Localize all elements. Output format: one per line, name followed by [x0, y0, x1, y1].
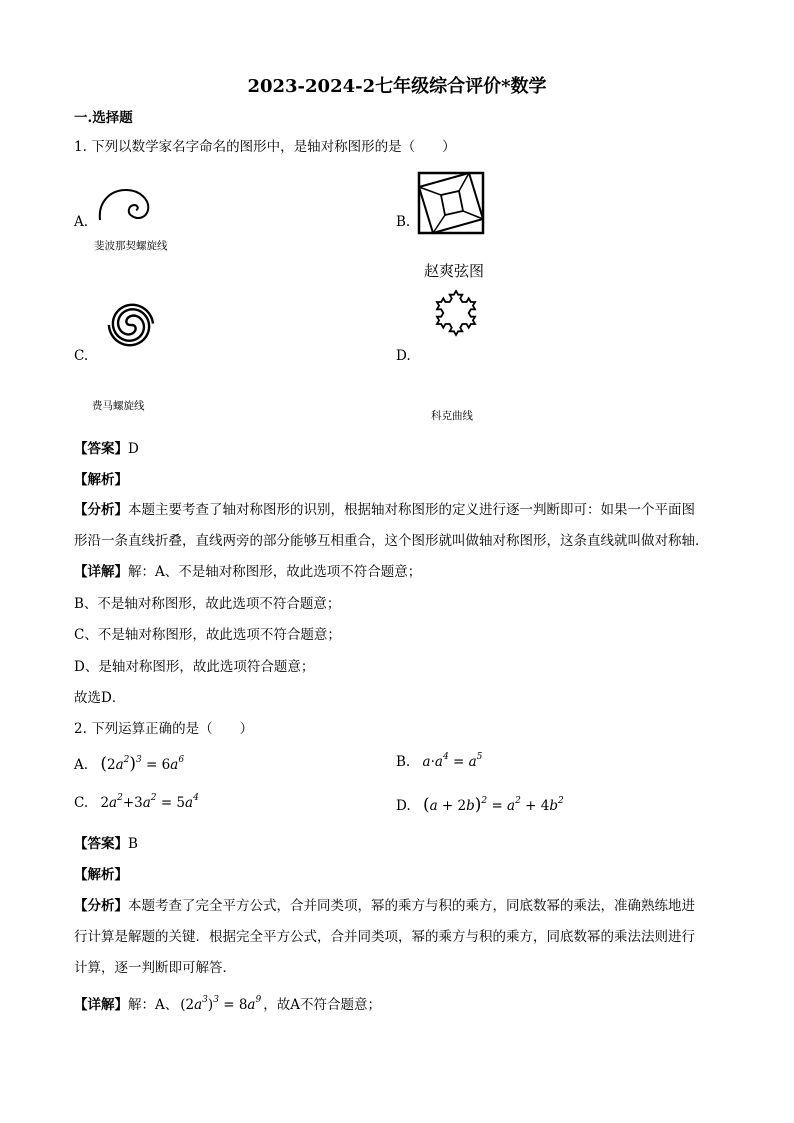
detail-text: 解：A、 [128, 997, 179, 1013]
q1-detail-line1 [74, 560, 421, 580]
formula: $2a^2+3a^2 = 5a^4$ [100, 793, 199, 811]
answer-value: B [128, 836, 138, 852]
page-title: 2023-2024-2七年级综合评价*数学 [247, 76, 547, 97]
fenxi-text: 本题主要考查了轴对称图形的识别，根据轴对称图形的定义进行逐一判断即可：如果一个平面图 [128, 502, 695, 518]
q1-option-c-label: C. [74, 348, 89, 364]
analysis-tag: 【解析】 [74, 472, 128, 488]
answer-tag: 【答案】 [74, 836, 128, 852]
option-label: C. [74, 795, 89, 811]
analysis-tag: 【解析】 [74, 867, 128, 883]
q2-fenxi-line3: 计算，逐一判断即可解答． [74, 960, 236, 976]
formula: $(a + 2b)^2 = a^2 + 4b^2$ [422, 795, 564, 815]
q2-fenxi-line2: 行计算是解题的关键．根据完全平方公式，合并同类项，幂的乘方与积的乘方，同底数幂的乘法法则进行 [74, 929, 695, 945]
answer-value: D [128, 441, 139, 457]
q1-fenxi-line2: 形沿一条直线折叠，直线两旁的部分能够互相重合，这个图形就叫做轴对称图形，这条直线就叫做对称轴． [74, 533, 709, 549]
q1-stem: 1. 下列以数学家名字命名的图形中，是轴对称图形的是（ ） [74, 139, 456, 155]
detail-text: ，故A不符合题意； [263, 997, 381, 1013]
q2-option-b [396, 754, 482, 770]
q2-detail-line1 [74, 993, 381, 1013]
zhao-shuang-chord-diagram-icon [417, 171, 485, 235]
q1-fenxi-line1 [74, 498, 695, 518]
q1-option-b-label: B. [396, 214, 411, 230]
formula: $a\cdot a^4 = a^5$ [422, 752, 483, 770]
q1-answer-line [74, 437, 139, 457]
q1-option-a-caption: 斐波那契螺旋线 [94, 240, 168, 252]
q2-answer-line [74, 832, 138, 852]
q1-option-c-caption: 费马螺旋线 [92, 400, 145, 412]
q1-option-d-label: D. [396, 348, 411, 364]
q1-option-d-caption: 科克曲线 [431, 410, 473, 422]
q1-detail-line2: B、不是轴对称图形，故此选项不符合题意； [74, 596, 341, 612]
q1-detail-line5: 故选D． [74, 690, 126, 706]
q1-detail-line4: D、是轴对称图形，故此选项符合题意； [74, 659, 315, 675]
fenxi-tag: 【分析】 [74, 502, 128, 518]
fenxi-tag: 【分析】 [74, 898, 128, 914]
section-heading: 一.选择题 [74, 110, 133, 126]
detail-text: 解：A、不是轴对称图形，故此选项不符合题意； [128, 564, 422, 580]
q2-option-d [396, 795, 564, 815]
q2-stem: 2. 下列运算正确的是（ ） [74, 721, 254, 737]
q1-detail-line3: C、不是轴对称图形，故此选项不符合题意； [74, 627, 341, 643]
fermat-spiral-icon [103, 299, 159, 351]
q2-fenxi-line1 [74, 894, 695, 914]
q2-option-a [74, 754, 184, 774]
formula: $(2a^2)^3 = 6a^6$ [100, 754, 185, 774]
formula: $(2a^3)^3 = 8a^9$ [180, 995, 262, 1013]
q1-option-a-label: A. [74, 214, 89, 230]
option-label: A. [74, 757, 89, 773]
xiangjie-tag: 【详解】 [74, 997, 128, 1013]
koch-snowflake-icon [427, 287, 485, 339]
q1-option-b-caption: 赵爽弦图 [424, 262, 485, 280]
option-label: D. [396, 798, 411, 814]
option-label: B. [396, 754, 411, 770]
fenxi-text: 本题考查了完全平方公式，合并同类项，幂的乘方与积的乘方，同底数幂的乘法，准确熟练地进 [128, 898, 695, 914]
xiangjie-tag: 【详解】 [74, 564, 128, 580]
fibonacci-spiral-icon [94, 188, 154, 222]
answer-tag: 【答案】 [74, 441, 128, 457]
q2-option-c [74, 795, 199, 811]
